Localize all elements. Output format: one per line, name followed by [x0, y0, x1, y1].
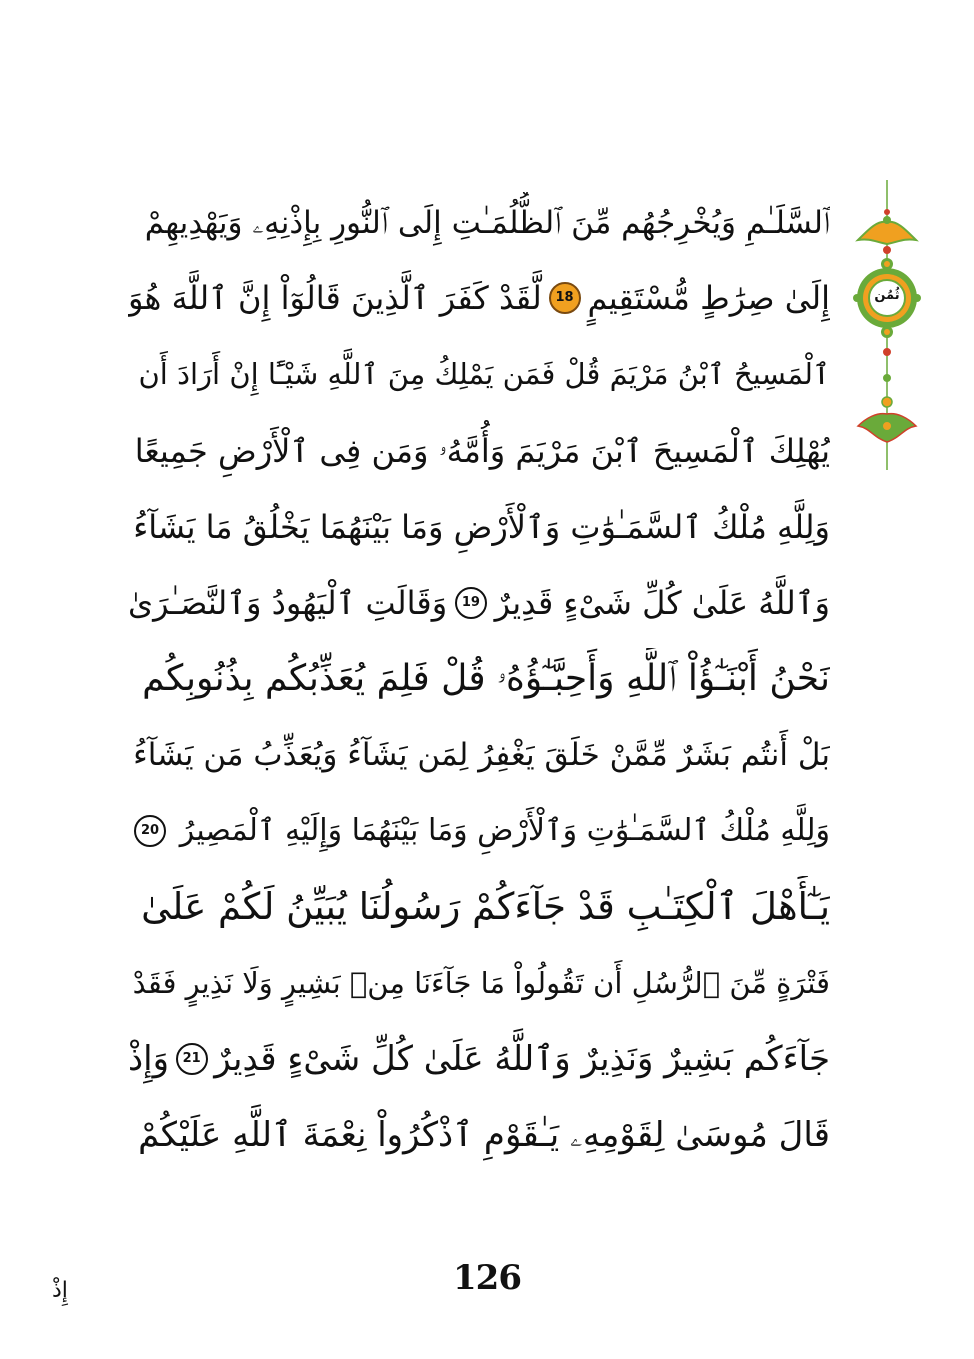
- text-line-6: [128, 572, 830, 634]
- text-line-9: [128, 800, 830, 862]
- text-line-8: [128, 724, 830, 786]
- page-number: 126: [453, 1258, 521, 1298]
- bottom-flower-icon: [858, 414, 916, 442]
- line-12-text-b: وَإِذْ: [128, 1039, 170, 1079]
- line-11-text: فَتْرَةٍ مِّنَ ٱلرُّسُلِ أَن تَقُولُواْ مَا جَآءَنَا مِنۢ بَشِيرٍ وَلَا نَذِيرٍ فَقَدْ: [132, 966, 830, 1000]
- quran-text-block: [128, 180, 830, 1170]
- line-8-text: بَلْ أَنتُم بَشَرٌ مِّمَّنْ خَلَقَ يَغْفِرُ لِمَن يَشَآءُ وَيُعَذِّبُ مَن يَشَآءُ: [133, 737, 830, 773]
- text-line-11: [128, 952, 830, 1014]
- line-1-text: ٱلسَّلَـٰمِ وَيُخْرِجُهُم مِّنَ ٱلظُّلُمَـٰتِ إِلَى ٱلنُّورِ بِإِذْنِهِۦ وَيَهْدِيهِمْ: [144, 205, 830, 241]
- line-2-text-b: لَّقَدْ كَفَرَ ٱلَّذِينَ قَالُوٓاْ إِنَّ ٱللَّهَ هُوَ: [128, 279, 542, 317]
- line-9-text: وَلِلَّهِ مُلْكُ ٱلسَّمَـٰوَٰتِ وَٱلْأَرْضِ وَمَا بَيْنَهُمَا وَإِلَيْهِ ٱلْمَصِيرُ: [179, 813, 830, 848]
- line-13-text: قَالَ مُوسَىٰ لِقَوْمِهِۦ يَـٰقَوْمِ ٱذْكُرُواْ نِعْمَةَ ٱللَّهِ عَلَيْكُمْ: [138, 1115, 830, 1155]
- line-10-text: يَـٰٓأَهْلَ ٱلْكِتَـٰبِ قَدْ جَآءَكُمْ رَسُولُنَا يُبَيِّنُ لَكُمْ عَلَىٰ: [141, 885, 830, 928]
- text-line-2: [128, 267, 830, 329]
- line-6-text-b: وَقَالَتِ ٱلْيَهُودُ وَٱلنَّصَـٰرَىٰ: [128, 584, 448, 622]
- text-line-7: [128, 648, 830, 710]
- hizb-marker-label: ثُمُن: [874, 288, 900, 303]
- text-line-13: [128, 1104, 830, 1166]
- text-line-3: [128, 343, 830, 405]
- ayah-marker-19: 19: [455, 587, 487, 619]
- ayah-marker-20: 20: [134, 815, 166, 847]
- ayah-marker-21: 21: [176, 1043, 208, 1075]
- line-12-text-a: جَآءَكُم بَشِيرٌ وَنَذِيرٌ وَٱللَّهُ عَلَىٰ كُلِّ شَىْءٍ قَدِيرٌ: [214, 1039, 830, 1079]
- text-line-10: [128, 876, 830, 938]
- line-3-text: ٱلْمَسِيحُ ٱبْنُ مَرْيَمَ قُلْ فَمَن يَمْلِكُ مِنَ ٱللَّهِ شَيْـًٔا إِنْ أَرَادَ أَن: [138, 357, 830, 391]
- hizb-ornament-icon: [852, 180, 922, 470]
- line-2-text-a: إِلَىٰ صِرَٰطٍ مُّسْتَقِيمٍ: [587, 279, 830, 317]
- line-7-text: نَحْنُ أَبْنَـٰٓؤُاْ ٱللَّهِ وَأَحِبَّـٰٓؤُهُۥ قُلْ فَلِمَ يُعَذِّبُكُم بِذُنُوبِكُم: [142, 658, 830, 699]
- ayah-marker-18: 18: [549, 282, 581, 314]
- line-4-text: يُهْلِكَ ٱلْمَسِيحَ ٱبْنَ مَرْيَمَ وَأُمَّهُۥ وَمَن فِى ٱلْأَرْضِ جَمِيعًا: [134, 432, 830, 470]
- text-line-4: [128, 420, 830, 482]
- text-line-1: [128, 192, 830, 254]
- line-5-text: وَلِلَّهِ مُلْكُ ٱلسَّمَـٰوَٰتِ وَٱلْأَرْضِ وَمَا بَيْنَهُمَا يَخْلُقُ مَا يَشَآءُ: [133, 508, 830, 546]
- catchword: إِذْ: [52, 1278, 68, 1303]
- text-line-12: [128, 1028, 830, 1090]
- text-line-5: [128, 496, 830, 558]
- line-6-text-a: وَٱللَّهُ عَلَىٰ كُلِّ شَىْءٍ قَدِيرٌ: [494, 584, 830, 622]
